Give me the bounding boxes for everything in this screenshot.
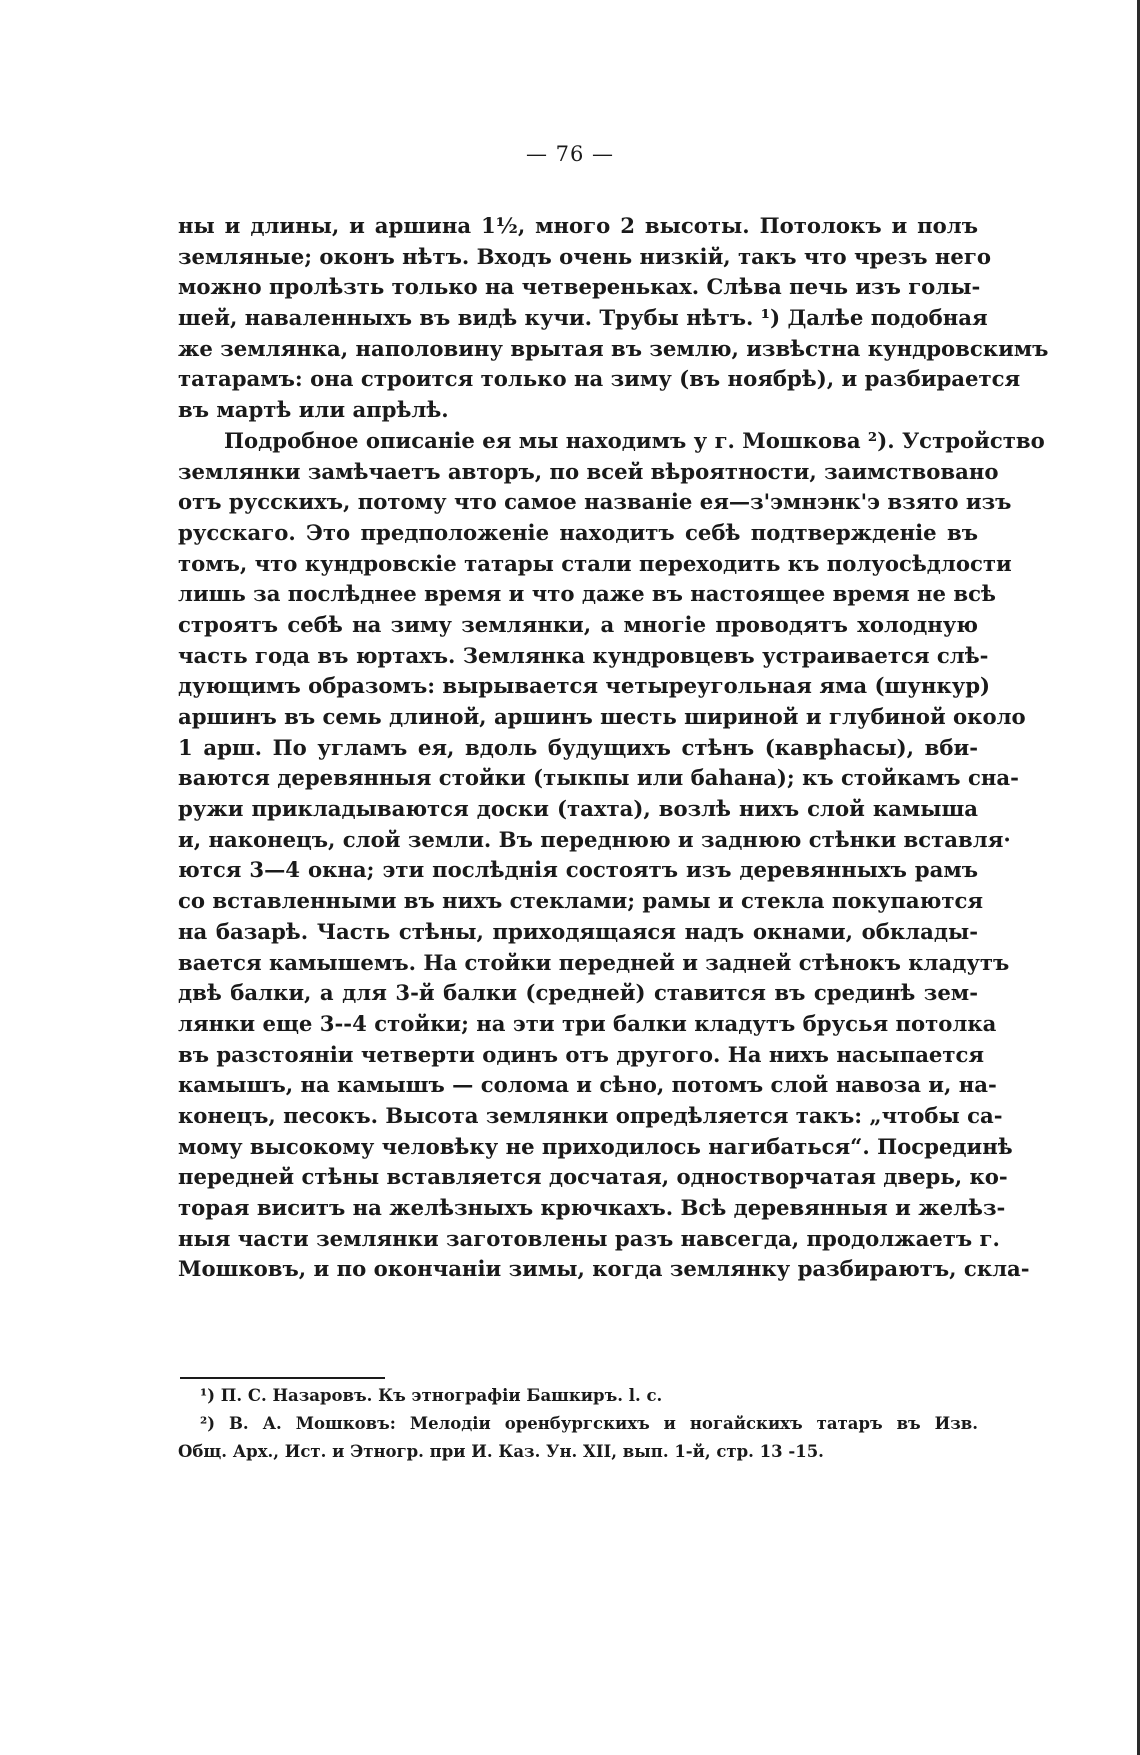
text-line: со вставленными въ нихъ стеклами; рамы и стекла покупаются: [178, 888, 984, 914]
text-line: Мошковъ, и по окончаніи зимы, когда землянку разбираютъ, скла-: [178, 1256, 1030, 1282]
main-text: [178, 211, 1049, 1285]
page-number: — 76 —: [525, 142, 615, 166]
text-line: 1 арш. По угламъ ея, вдоль будущихъ стѣнъ (каврhасы), вби-: [178, 734, 978, 760]
text-line: русскаго. Это предположеніе находитъ себѣ подтвержденіе въ: [178, 519, 978, 545]
text-line: Подробное описаніе ея мы находимъ у г. Мошкова ²). Устройство: [224, 427, 1045, 453]
text-line: въ разстояніи четверти одинъ отъ другого. На нихъ насыпается: [178, 1041, 985, 1067]
text-line: часть года въ юртахъ. Землянка кундровцевъ устраивается слѣ-: [178, 642, 989, 668]
text-line: ются 3—4 окна; эти послѣднія состоятъ изъ деревянныхъ рамъ: [178, 857, 978, 883]
footnote-2: ²) В. А. Мошковъ: Мелодіи оренбургскихъ и ногайскихъ татаръ въ Изв.: [200, 1414, 978, 1433]
text-line: вается камышемъ. На стойки передней и задней стѣнокъ кладутъ: [178, 949, 1010, 975]
footnote-rule: [180, 1377, 385, 1379]
text-line: томъ, что кундровскіе татары стали переходить къ полуосѣдлости: [178, 550, 1012, 576]
text-line: лишь за послѣднее время и что даже въ настоящее время не всѣ: [178, 581, 996, 607]
text-line: на базарѣ. Часть стѣны, приходящаяся надъ окнами, обклады-: [178, 918, 978, 944]
text-line: ружи прикладываются доски (тахта), возлѣ нихъ слой камыша: [178, 796, 978, 822]
text-line: и, наконецъ, слой земли. Въ переднюю и заднюю стѣнки вставля·: [178, 826, 1011, 852]
text-line: аршинъ въ семь длиной, аршинъ шесть шириной и глубиной около: [178, 704, 1026, 729]
text-line: можно пролѣзть только на четвереньках. Слѣва печь изъ голы-: [178, 274, 981, 300]
text-line: мому высокому человѣку не приходилось нагибаться“. Посрединѣ: [178, 1133, 1013, 1159]
text-line: ныя части землянки заготовлены разъ навсегда, продолжаетъ г.: [178, 1225, 1000, 1251]
text-line: передней стѣны вставляется досчатая, одностворчатая дверь, ко-: [178, 1164, 1008, 1190]
text-line: земляные; оконъ нѣтъ. Входъ очень низкій, такъ что чрезъ него: [178, 243, 992, 269]
text-line: же землянка, наполовину врытая въ землю, извѣстна кундровскимъ: [178, 335, 1049, 361]
text-line: двѣ балки, а для 3-й балки (средней) ставится въ срединѣ зем-: [178, 980, 978, 1006]
text-line: отъ русскихъ, потому что самое названіе ея—з'эмнэнк'э взято изъ: [178, 489, 1012, 515]
text-line: шей, наваленныхъ въ видѣ кучи. Трубы нѣтъ. ¹) Далѣе подобная: [178, 305, 988, 331]
footnotes: [178, 1382, 978, 1466]
text-line: конецъ, песокъ. Высота землянки опредѣляется такъ: „чтобы са-: [178, 1102, 1003, 1128]
text-line: татарамъ: она строится только на зиму (въ ноябрѣ), и разбирается: [178, 366, 1021, 392]
footnote-1: ¹) П. С. Назаровъ. Къ этнографіи Башкиръ. l. c.: [200, 1386, 663, 1405]
text-line: ваются деревянныя стойки (тыкпы или баhана); къ стойкамъ сна-: [178, 765, 1019, 791]
text-line: камышъ, на камышъ — солома и сѣно, потомъ слой навоза и, на-: [178, 1072, 997, 1098]
text-line: въ мартѣ или апрѣлѣ.: [178, 397, 449, 423]
text-line: землянки замѣчаетъ авторъ, по всей вѣроятности, заимствовано: [178, 458, 999, 484]
text-line: дующимъ образомъ: вырывается четыреугольная яма (шункур): [178, 673, 991, 699]
text-line: торая виситъ на желѣзныхъ крючкахъ. Всѣ деревянныя и желѣз-: [178, 1195, 1006, 1220]
text-line: строятъ себѣ на зиму землянки, а многіе проводятъ холодную: [178, 611, 978, 637]
text-line: лянки еще 3--4 стойки; на эти три балки кладутъ брусья потолка: [178, 1010, 997, 1036]
text-line: ны и длины, и аршина 1½, много 2 высоты. Потолокъ и полъ: [178, 213, 978, 238]
footnote-2-continued: Общ. Арх., Ист. и Этногр. при И. Каз. Ун. XII, вып. 1-й, стр. 13 -15.: [178, 1442, 824, 1461]
